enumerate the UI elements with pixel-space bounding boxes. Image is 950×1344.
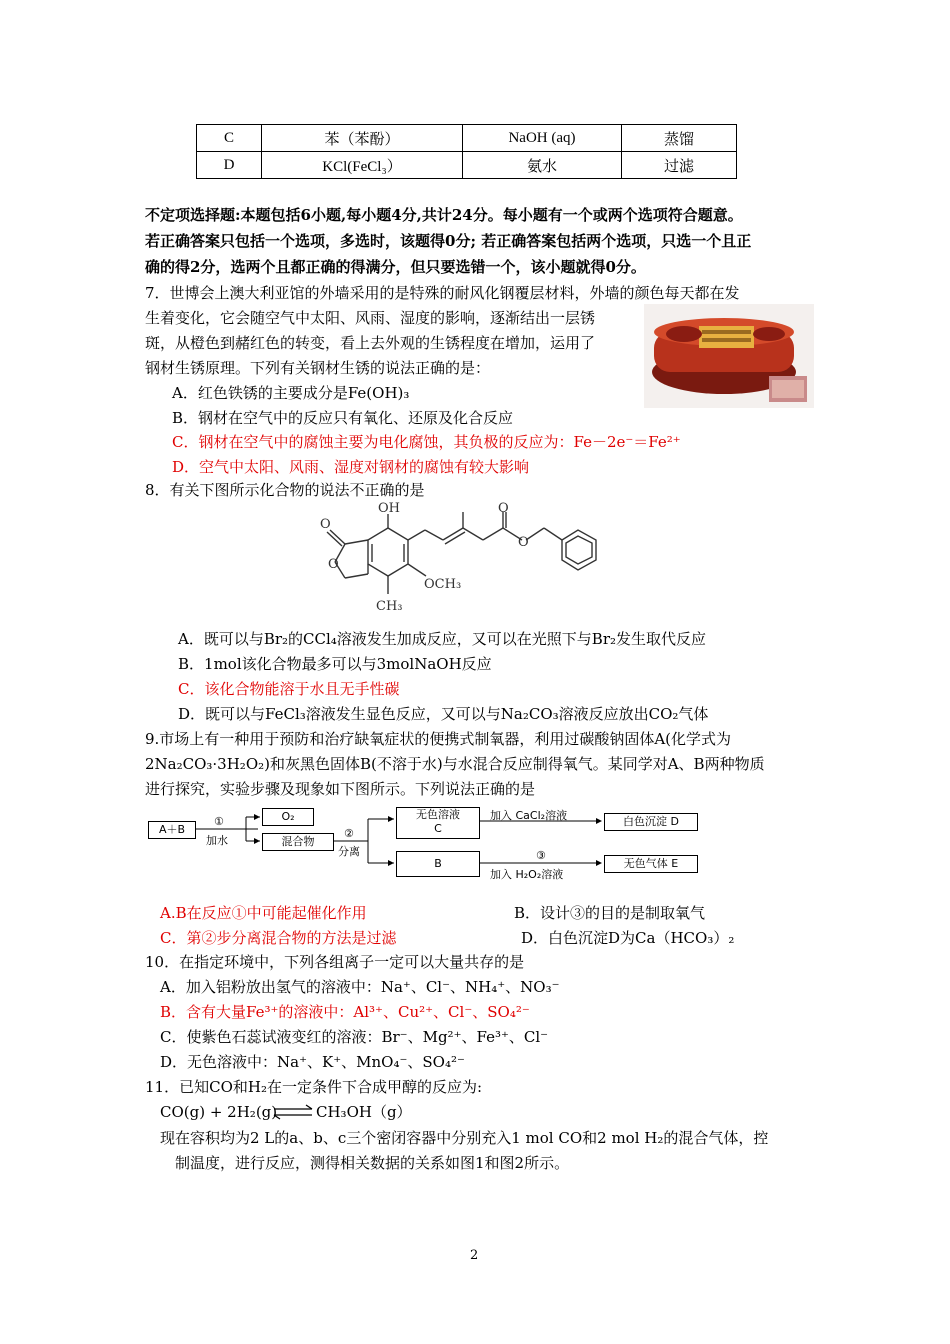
flow-step2-number: ② bbox=[344, 827, 354, 840]
q8-option-a: A．既可以与Br₂的CCl₄溶液发生加成反应，又可以在光照下与Br₂发生取代反应 bbox=[178, 630, 707, 648]
ch3-label: CH₃ bbox=[376, 599, 403, 614]
equation-left: CO(g) + 2H₂(g) bbox=[160, 1103, 278, 1121]
q8-option-c: C．该化合物能溶于水且无手性碳 bbox=[178, 680, 400, 698]
q10-option-c: C．使紫色石蕊试液变红的溶液：Br⁻、Mg²⁺、Fe³⁺、Cl⁻ bbox=[160, 1028, 549, 1046]
och3-label: OCH₃ bbox=[424, 577, 462, 592]
options-table bbox=[196, 124, 737, 179]
flow-step3-number: ③ bbox=[536, 849, 546, 862]
oh-label: OH bbox=[378, 501, 400, 516]
question-11-stem: 11．已知CO和H₂在一定条件下合成甲醇的反应为: bbox=[145, 1078, 483, 1096]
q9-option-b: B．设计③的目的是制取氧气 bbox=[514, 904, 706, 922]
q9-option-c: C．第②步分离混合物的方法是过滤 bbox=[160, 929, 397, 947]
instructions-line: 若正确答案只包括一个选项，多选时，该题得0分; 若正确答案包括两个选项，只选一个且正 bbox=[145, 232, 752, 250]
q10-option-a: A．加入铝粉放出氢气的溶液中：Na⁺、Cl⁻、NH₄⁺、NO₃⁻ bbox=[160, 978, 560, 996]
ester-o-label: O bbox=[498, 501, 509, 516]
flow-step1-label: 加水 bbox=[206, 834, 228, 847]
q10-option-b: B．含有大量Fe³⁺的溶液中：Al³⁺、Cu²⁺、Cl⁻、SO₄²⁻ bbox=[160, 1003, 530, 1021]
instructions-line: 不定项选择题:本题包括6小题,每小题4分,共计24分。每小题有一个或两个选项符合题意。 bbox=[145, 206, 743, 224]
question-11-body: 现在容积均为2 L的a、b、c三个密闭容器中分别充入1 mol CO和2 mol H₂的混合气体，控 bbox=[160, 1129, 769, 1147]
question-7-stem: 7．世博会上澳大利亚馆的外墙采用的是特殊的耐风化钢覆层材料，外墙的颜色每天都在发 bbox=[145, 284, 740, 302]
question-10-stem: 10．在指定环境中，下列各组离子一定可以大量共存的是 bbox=[145, 953, 525, 971]
table-cell: 过滤 bbox=[622, 152, 737, 179]
flow-box-a-b: A＋B bbox=[148, 821, 196, 839]
question-7-stem: 钢材生锈原理。下列有关钢材生锈的说法正确的是： bbox=[145, 359, 491, 377]
table-row bbox=[197, 152, 737, 179]
q7-option-a: A．红色铁锈的主要成分是Fe(OH)₃ bbox=[172, 384, 410, 402]
table-cell: 蒸馏 bbox=[622, 125, 737, 152]
molecule-structure-diagram bbox=[300, 500, 620, 620]
q10-option-d: D．无色溶液中：Na⁺、K⁺、MnO₄⁻、SO₄²⁻ bbox=[160, 1053, 465, 1071]
flow-box-mixture: 混合物 bbox=[262, 833, 334, 851]
question-11-body: 制温度，进行反应，测得相关数据的关系如图1和图2所示。 bbox=[175, 1154, 570, 1172]
flow-box-solution-c bbox=[396, 807, 480, 839]
question-8-stem: 8．有关下图所示化合物的说法不正确的是 bbox=[145, 481, 425, 499]
question-9-stem: 9.市场上有一种用于预防和治疗缺氧症状的便携式制氧器，利用过碳酸钠固体A(化学式为 bbox=[145, 730, 732, 748]
question-9-stem: 2Na₂CO₃·3H₂O₂)和灰黑色固体B(不溶于水)与水混合反应制得氧气。某同学对A、B两种物质 bbox=[145, 755, 765, 773]
ester-o2-label: O bbox=[518, 535, 529, 550]
flow-step2-label: 分离 bbox=[338, 845, 360, 858]
q7-option-b: B．钢材在空气中的反应只有氧化、还原及化合反应 bbox=[172, 409, 514, 427]
carbonyl-o-label: O bbox=[320, 517, 331, 532]
table-cell: D bbox=[197, 152, 262, 179]
q9-option-a: A.B在反应①中可能起催化作用 bbox=[160, 904, 367, 922]
q7-option-c: C．钢材在空气中的腐蚀主要为电化腐蚀，其负极的反应为：Fe－2e⁻＝Fe²⁺ bbox=[172, 433, 681, 451]
equation-right: CH₃OH（g） bbox=[316, 1103, 412, 1121]
q8-option-d: D．既可以与FeCl₃溶液发生显色反应，又可以与Na₂CO₃溶液反应放出CO₂气体 bbox=[178, 705, 709, 723]
flow-box-gas-e: 无色气体 E bbox=[604, 855, 698, 873]
flow-add-h2o2-label: 加入 H₂O₂溶液 bbox=[490, 868, 564, 881]
q9-option-d: D．白色沉淀D为Ca（HCO₃）₂ bbox=[521, 929, 735, 947]
table-cell: 氨水 bbox=[463, 152, 622, 179]
instructions-line: 确的得2分，选两个且都正确的得满分，但只要选错一个，该小题就得0分。 bbox=[145, 258, 646, 276]
table-cell: 苯（苯酚） bbox=[262, 125, 463, 152]
flow-solution-label: 无色溶液 bbox=[416, 808, 460, 821]
q7-option-d: D．空气中太阳、风雨、湿度对钢材的腐蚀有较大影响 bbox=[172, 458, 530, 476]
table-row bbox=[197, 125, 737, 152]
flow-step1-number: ① bbox=[214, 815, 224, 828]
question-9-stem: 进行探究，实验步骤及现象如下图所示。下列说法正确的是 bbox=[145, 780, 536, 798]
ring-o-label: O bbox=[328, 557, 339, 572]
page-number: 2 bbox=[470, 1248, 479, 1263]
table-cell: NaOH (aq) bbox=[463, 125, 622, 152]
flow-box-b: B bbox=[396, 851, 480, 877]
experiment-flowchart bbox=[140, 805, 710, 885]
q8-option-b: B．1mol该化合物最多可以与3molNaOH反应 bbox=[178, 655, 492, 673]
flow-solution-c-label: C bbox=[434, 822, 442, 835]
flow-box-o2: O₂ bbox=[262, 808, 314, 826]
question-7-stem: 生着变化，它会随空气中太阳、风雨、湿度的影响，逐渐结出一层锈 bbox=[145, 309, 596, 327]
equilibrium-arrow-icon bbox=[272, 1104, 314, 1120]
flow-add-cacl2-label: 加入 CaCl₂溶液 bbox=[490, 809, 568, 822]
flow-box-white-ppt: 白色沉淀 D bbox=[604, 813, 698, 831]
table-cell: KCl(FeCl₃） bbox=[262, 152, 463, 179]
pavilion-photo bbox=[644, 304, 814, 408]
question-7-stem: 斑，从橙色到赭红色的转变，看上去外观的生锈程度在增加，运用了 bbox=[145, 334, 596, 352]
table-cell: C bbox=[197, 125, 262, 152]
